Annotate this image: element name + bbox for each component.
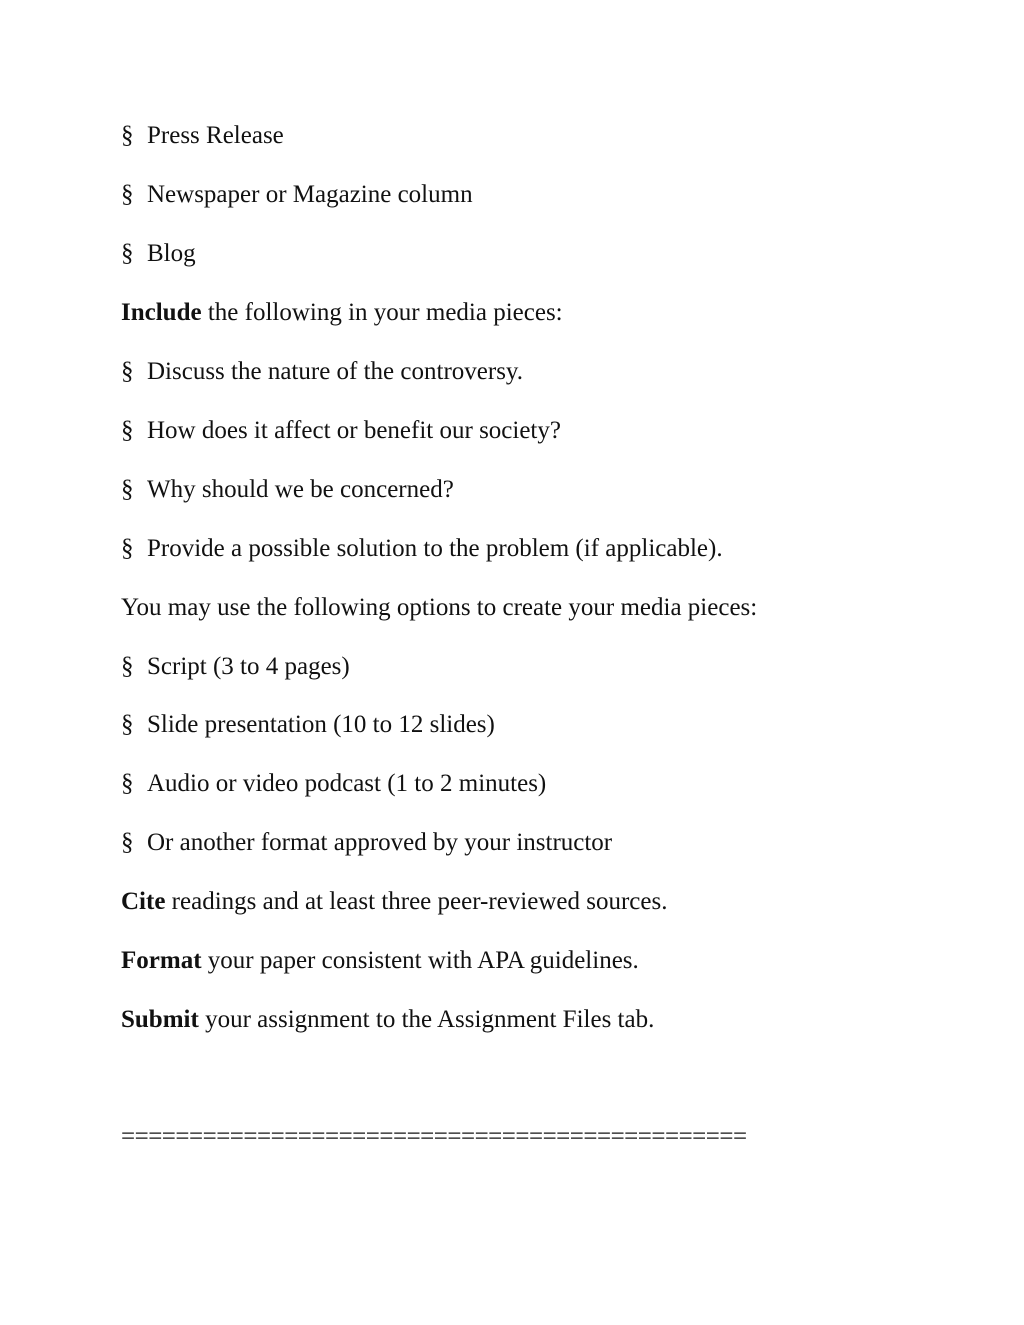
section-bullet: § (121, 829, 134, 856)
format-paragraph (121, 946, 639, 976)
separator-line: ============================================== (121, 1123, 747, 1150)
section-bullet: § (121, 653, 134, 680)
include-item-text: Discuss the nature of the controversy. (147, 358, 524, 385)
submit-label: Submit (121, 1006, 199, 1033)
section-bullet: § (121, 476, 134, 503)
option-item-text: Slide presentation (10 to 12 slides) (147, 711, 495, 738)
option-item (121, 769, 546, 799)
format-item-text: Newspaper or Magazine column (147, 181, 473, 208)
include-item-text: How does it affect or benefit our society? (147, 417, 561, 444)
include-item-text: Why should we be concerned? (147, 476, 454, 503)
include-paragraph (121, 298, 563, 328)
section-bullet: § (121, 417, 134, 444)
option-item-text: Script (3 to 4 pages) (147, 653, 350, 680)
format-item-text: Blog (147, 240, 196, 267)
section-bullet: § (121, 770, 134, 797)
section-bullet: § (121, 711, 134, 738)
include-item (121, 416, 561, 446)
format-text: your paper consistent with APA guidelines. (201, 947, 639, 974)
section-bullet: § (121, 358, 134, 385)
options-paragraph: You may use the following options to create your media pieces: (121, 594, 758, 621)
include-text: the following in your media pieces: (201, 299, 563, 326)
cite-paragraph (121, 887, 667, 917)
option-item (121, 828, 612, 858)
format-item-text: Press Release (147, 122, 284, 149)
include-item (121, 357, 523, 387)
format-item-newspaper (121, 180, 473, 210)
section-bullet: § (121, 181, 134, 208)
section-bullet: § (121, 535, 134, 562)
section-bullet: § (121, 240, 134, 267)
include-item (121, 475, 454, 505)
format-item-press-release (121, 121, 284, 151)
section-bullet: § (121, 122, 134, 149)
option-item (121, 652, 350, 682)
option-item (121, 710, 495, 740)
format-label: Format (121, 947, 202, 974)
submit-text: your assignment to the Assignment Files tab. (198, 1006, 655, 1033)
include-item-text: Provide a possible solution to the problem (if applicable). (147, 535, 723, 562)
include-item (121, 534, 723, 564)
option-item-text: Or another format approved by your instructor (147, 829, 613, 856)
option-item-text: Audio or video podcast (1 to 2 minutes) (147, 770, 547, 797)
submit-paragraph (121, 1005, 654, 1035)
cite-text: readings and at least three peer-reviewed sources. (165, 888, 668, 915)
format-item-blog (121, 239, 196, 269)
cite-label: Cite (121, 888, 166, 915)
include-label: Include (121, 299, 202, 326)
